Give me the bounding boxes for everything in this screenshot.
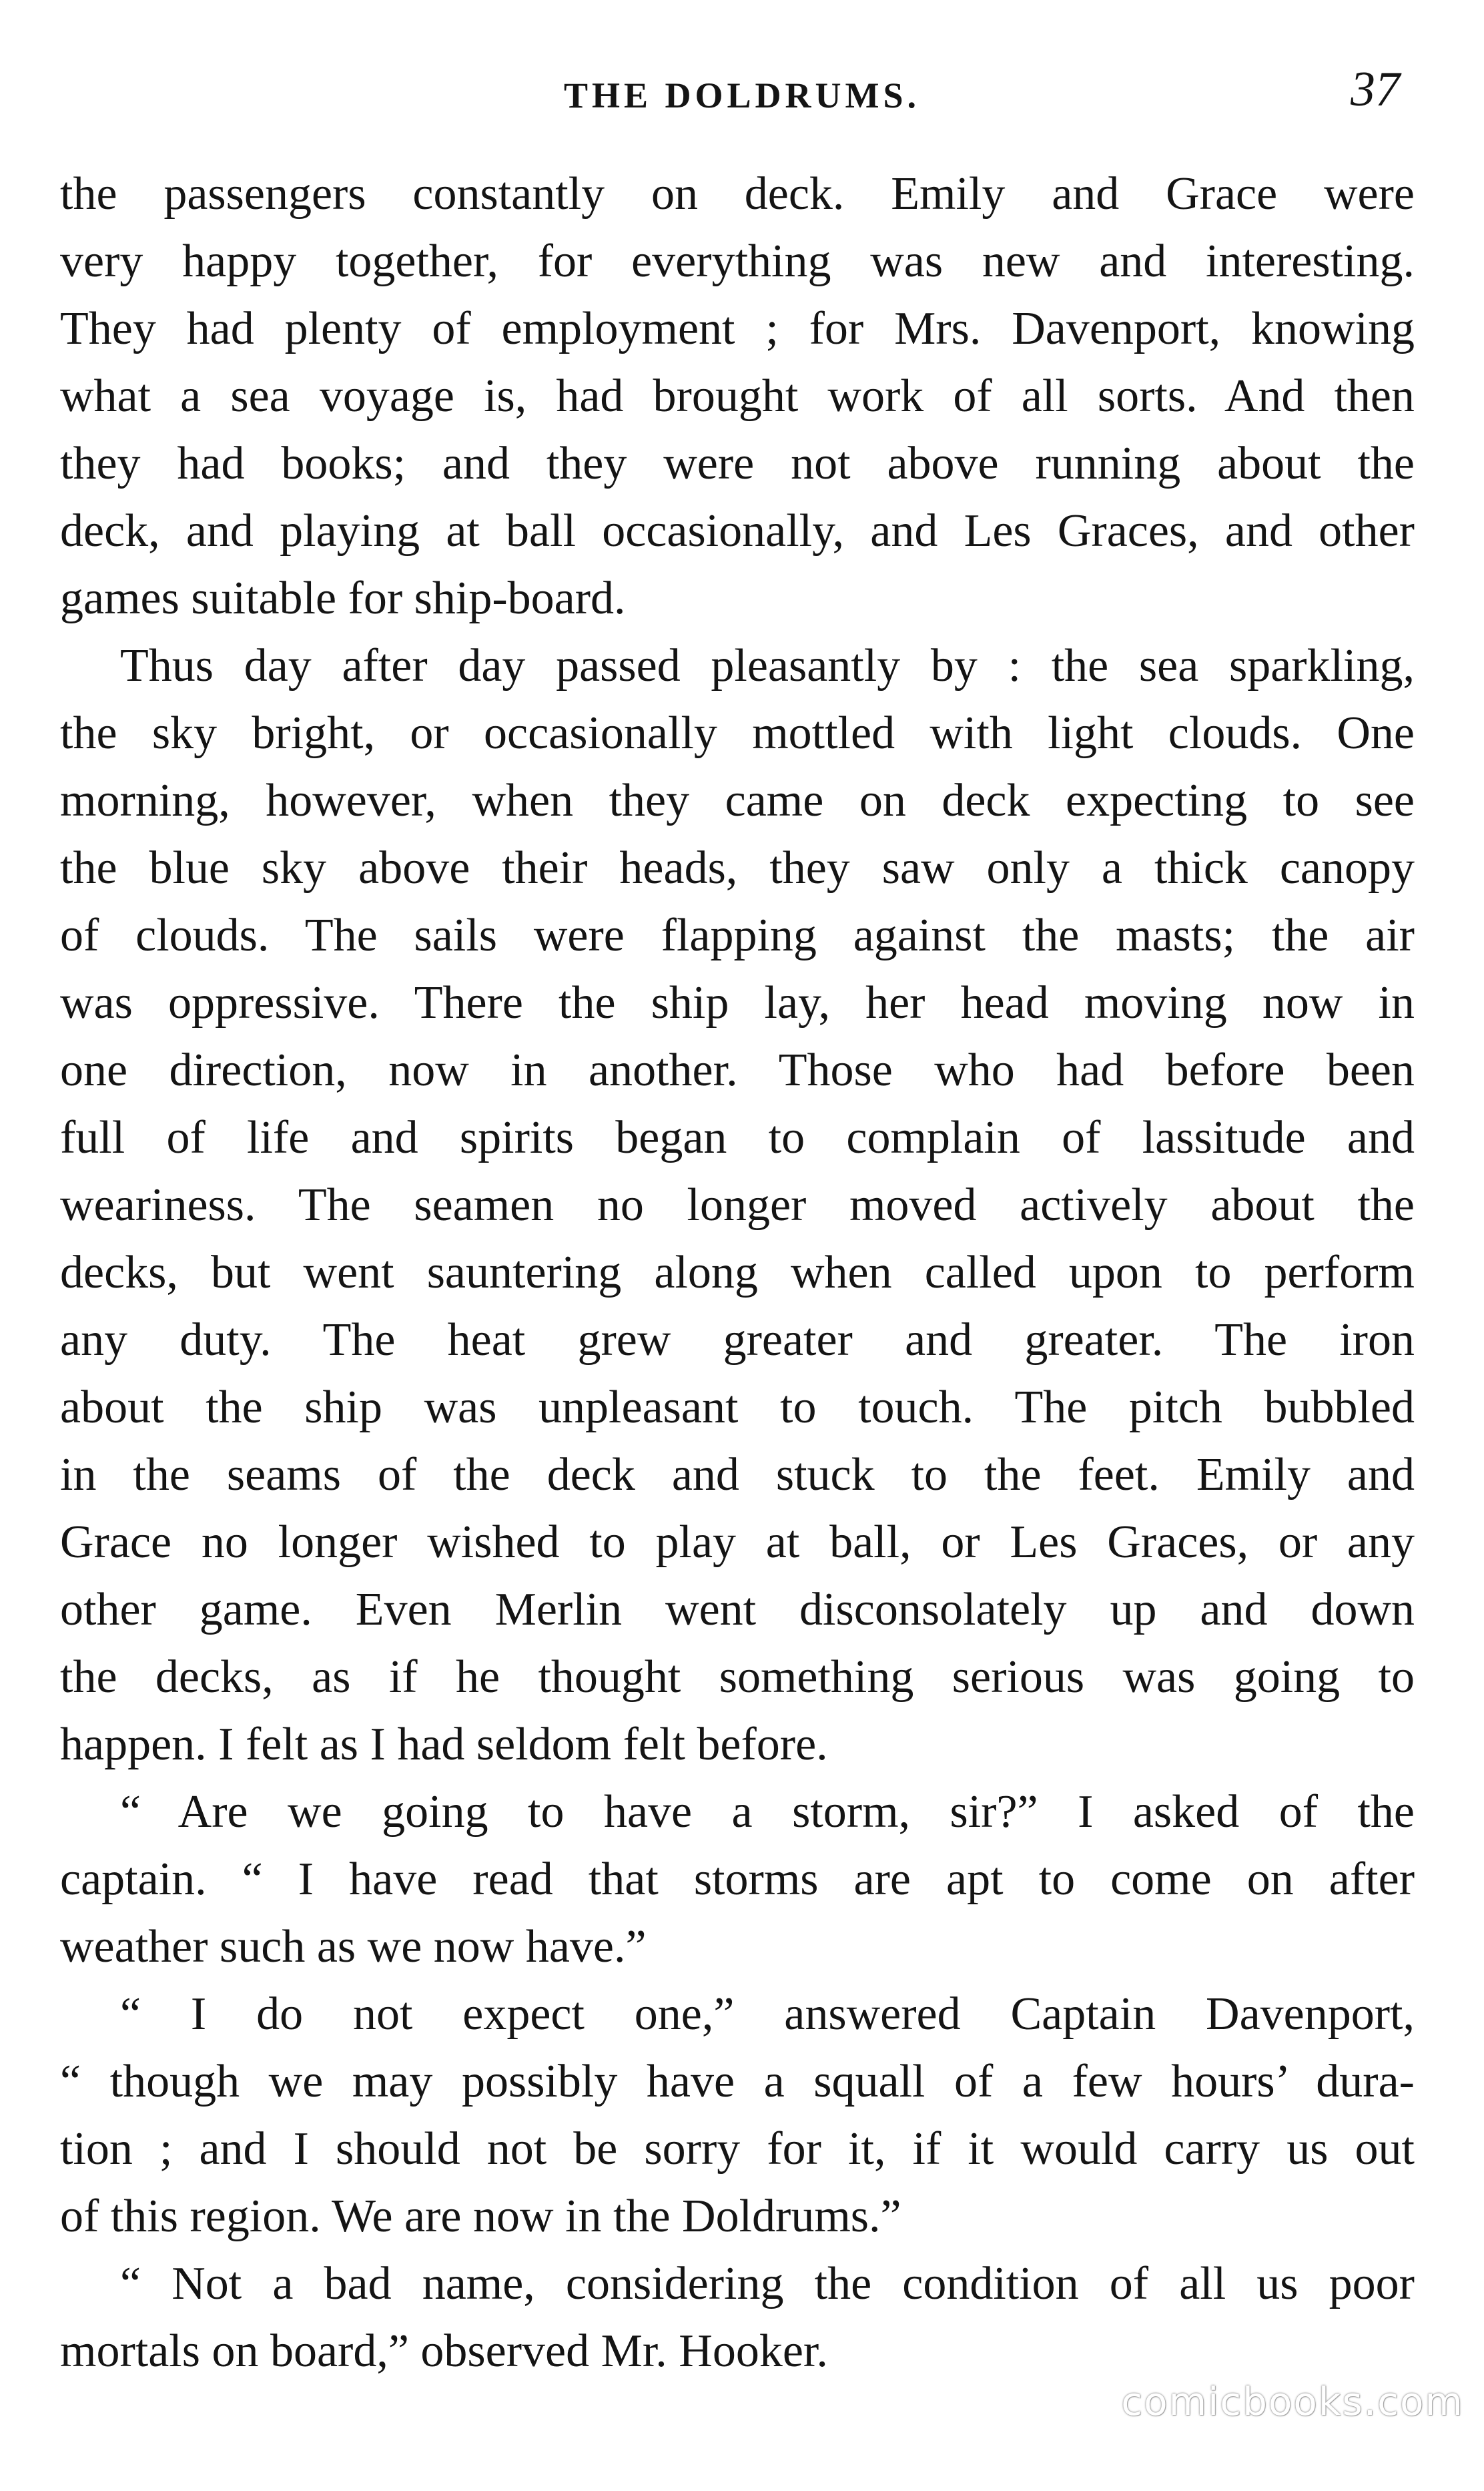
running-header bbox=[0, 61, 1484, 121]
text-line: Thus day after day passed pleasantly by : the sea sparkling, bbox=[120, 640, 1415, 691]
text-line: morning, however, when they came on deck expecting to see bbox=[60, 775, 1415, 826]
text-line: about the ship was unpleasant to touch. The pitch bubbled bbox=[60, 1382, 1415, 1433]
text-line: the sky bright, or occasionally mottled with light clouds. One bbox=[60, 708, 1415, 759]
text-line: “ though we may possibly have a squall of a few hours’ dura- bbox=[60, 2056, 1415, 2107]
body-text bbox=[60, 160, 1415, 2385]
text-line: happen. I felt as I had seldom felt before. bbox=[60, 1719, 828, 1770]
text-line: other game. Even Merlin went disconsolately up and down bbox=[60, 1584, 1415, 1635]
text-line: “ Are we going to have a storm, sir?” I asked of the bbox=[120, 1786, 1415, 1838]
running-title: THE DOLDRUMS. bbox=[563, 75, 921, 115]
text-line: the passengers constantly on deck. Emily and Grace were bbox=[60, 168, 1415, 220]
text-line: tion ; and I should not be sorry for it, if it would carry us out bbox=[60, 2123, 1415, 2175]
text-line: the blue sky above their heads, they saw only a thick canopy bbox=[60, 842, 1415, 894]
text-line: deck, and playing at ball occasionally, and Les Graces, and other bbox=[60, 505, 1415, 557]
text-line: of this region. We are now in the Doldrums.” bbox=[60, 2191, 901, 2242]
text-line: one direction, now in another. Those who had before been bbox=[60, 1045, 1415, 1096]
text-line: games suitable for ship-board. bbox=[60, 573, 626, 624]
text-line: any duty. The heat grew greater and greater. The iron bbox=[60, 1314, 1415, 1366]
text-line: weariness. The seamen no longer moved actively about the bbox=[60, 1179, 1415, 1231]
text-line: the decks, as if he thought something serious was going to bbox=[60, 1651, 1415, 1703]
text-line: full of life and spirits began to complain of lassitude and bbox=[60, 1112, 1415, 1163]
text-line: They had plenty of employment ; for Mrs. Davenport, knowing bbox=[60, 303, 1415, 354]
text-line: in the seams of the deck and stuck to the feet. Emily and bbox=[60, 1449, 1415, 1500]
page-number: 37 bbox=[1351, 62, 1400, 117]
text-line: was oppressive. There the ship lay, her head moving now in bbox=[60, 977, 1415, 1029]
text-line: captain. “ I have read that storms are apt to come on after bbox=[60, 1854, 1415, 1905]
text-line: they had books; and they were not above running about the bbox=[60, 438, 1415, 489]
text-line: mortals on board,” observed Mr. Hooker. bbox=[60, 2325, 828, 2377]
text-line: of clouds. The sails were flapping against the masts; the air bbox=[60, 910, 1415, 961]
text-line: weather such as we now have.” bbox=[60, 1921, 647, 1972]
text-line: very happy together, for everything was new and interesting. bbox=[60, 236, 1415, 287]
text-line: what a sea voyage is, had brought work of all sorts. And then bbox=[60, 370, 1415, 422]
text-line: Grace no longer wished to play at ball, or Les Graces, or any bbox=[60, 1516, 1415, 1568]
text-line: “ Not a bad name, considering the condition of all us poor bbox=[120, 2258, 1415, 2309]
watermark: comicbooks.com bbox=[1121, 2379, 1464, 2424]
text-line: decks, but went sauntering along when called upon to perform bbox=[60, 1247, 1415, 1298]
text-line: “ I do not expect one,” answered Captain Davenport, bbox=[120, 1988, 1415, 2040]
